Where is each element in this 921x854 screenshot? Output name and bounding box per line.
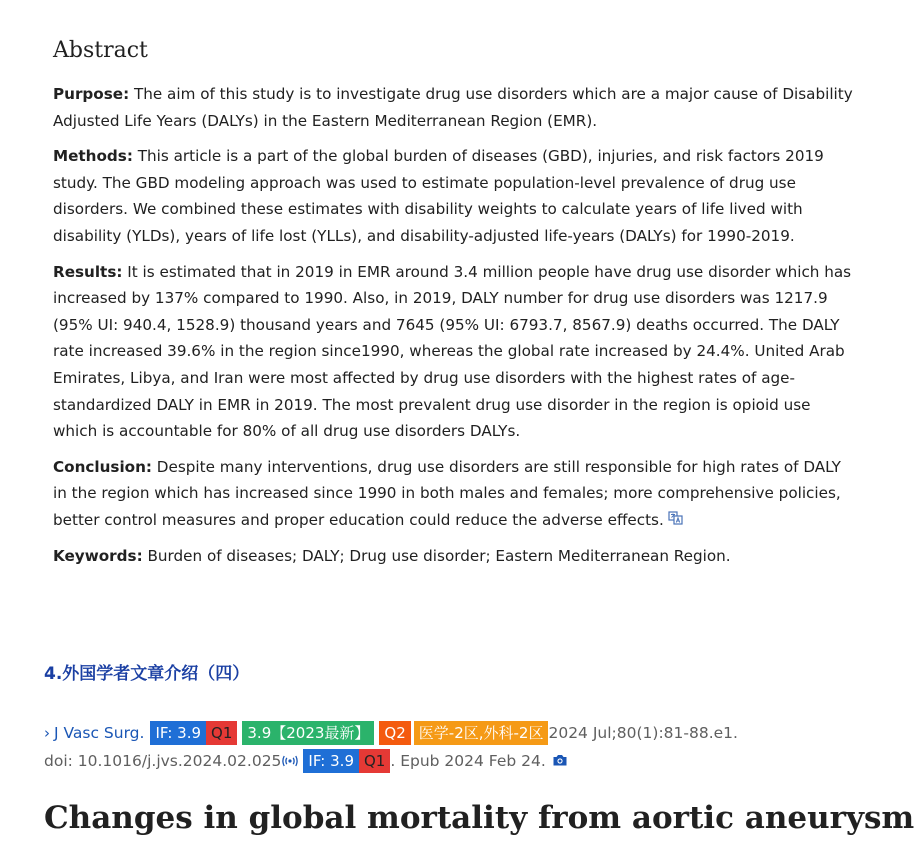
citation-line-1 — [44, 719, 904, 747]
section-title: 4.外国学者文章介绍（四） — [44, 664, 250, 684]
abstract-section — [53, 36, 853, 578]
citation-doi[interactable]: doi: 10.1016/j.jvs.2024.02.025 — [44, 752, 282, 770]
impact-factor-badge-2: IF: 3.9 — [303, 749, 359, 773]
methods-label: Methods: — [53, 147, 133, 166]
camera-icon[interactable] — [552, 748, 568, 776]
broadcast-icon[interactable] — [281, 748, 299, 776]
keywords-label: Keywords: — [53, 546, 143, 565]
conclusion-text: Despite many interventions, drug use disorders are still responsible for high rates of DALY in the region which has increased since 1990 in both males and females; more comprehensive policies, better control measures and proper education could reduce the adverse effects. — [53, 457, 841, 529]
jcr-2023-badge: 3.9【2023最新】 — [242, 721, 374, 745]
abstract-results — [53, 259, 853, 445]
cas-zone-badge: 医学-2区,外科-2区 — [414, 721, 549, 745]
citation-line-2 — [44, 747, 904, 775]
article-title-text: Changes in global mortality from aortic aneurysm — [44, 800, 915, 836]
conclusion-label: Conclusion: — [53, 457, 152, 476]
abstract-purpose — [53, 81, 853, 134]
abstract-methods — [53, 143, 853, 249]
purpose-label: Purpose: — [53, 85, 130, 103]
citation-date: 2024 Jul;80(1):81-88.e1. — [548, 724, 738, 742]
results-text: It is estimated that in 2019 in EMR around 3.4 million people have drug use disorder which has increased by 137% compared to 1990. Also, in 2019, DALY number for drug use disorders was 1217.9 (95% UI: 940.4, 1528.9) thousand years and 7645 (95% UI: 6793.7, 8567.9) deaths occurred. The DALY rate increased 39.6% in the region since1990, whereas the global rate increased by 24.4%. United Arab Emirates, Libya, and Iran were most affected by drug use disorders with the highest rates of age-standardized DALY in EMR in 2019. The most prevalent drug use disorder in the region is opioid use which is accountable for 80% of all drug use disorders DALYs. — [53, 262, 852, 441]
methods-text: This article is a part of the global burden of diseases (GBD), injuries, and risk factors 2019 study. The GBD modeling approach was used to estimate population-level prevalence of drug use disorders. We combined these estimates with disability weights to calculate years of life lived with disability (YLDs), years of life lost (YLLs), and disability-adjusted life-years (DALYs) for 1990-2019. — [53, 147, 824, 245]
impact-factor-badge: IF: 3.9 — [150, 721, 206, 745]
abstract-heading: Abstract — [53, 38, 148, 63]
abstract-keywords — [53, 543, 853, 570]
journal-link[interactable]: J Vasc Surg. — [54, 724, 145, 742]
citation-block — [44, 719, 904, 775]
keywords-text: Burden of diseases; DALY; Drug use disorder; Eastern Mediterranean Region. — [142, 546, 731, 565]
purpose-text: The aim of this study is to investigate drug use disorders which are a major cause of Disability Adjusted Life Years (DALYs) in the Eastern Mediterranean Region (EMR). — [53, 85, 853, 130]
abstract-conclusion — [53, 454, 853, 534]
chevron-right-icon[interactable]: › — [44, 724, 50, 742]
quartile-q1-badge: Q1 — [206, 721, 237, 745]
quartile-q2-badge: Q2 — [379, 721, 410, 745]
results-label: Results: — [53, 262, 123, 281]
citation-epub: . Epub 2024 Feb 24. — [390, 752, 546, 770]
article-title — [44, 796, 921, 842]
translate-icon[interactable] — [668, 507, 684, 534]
quartile-q1-badge-2: Q1 — [359, 749, 390, 773]
